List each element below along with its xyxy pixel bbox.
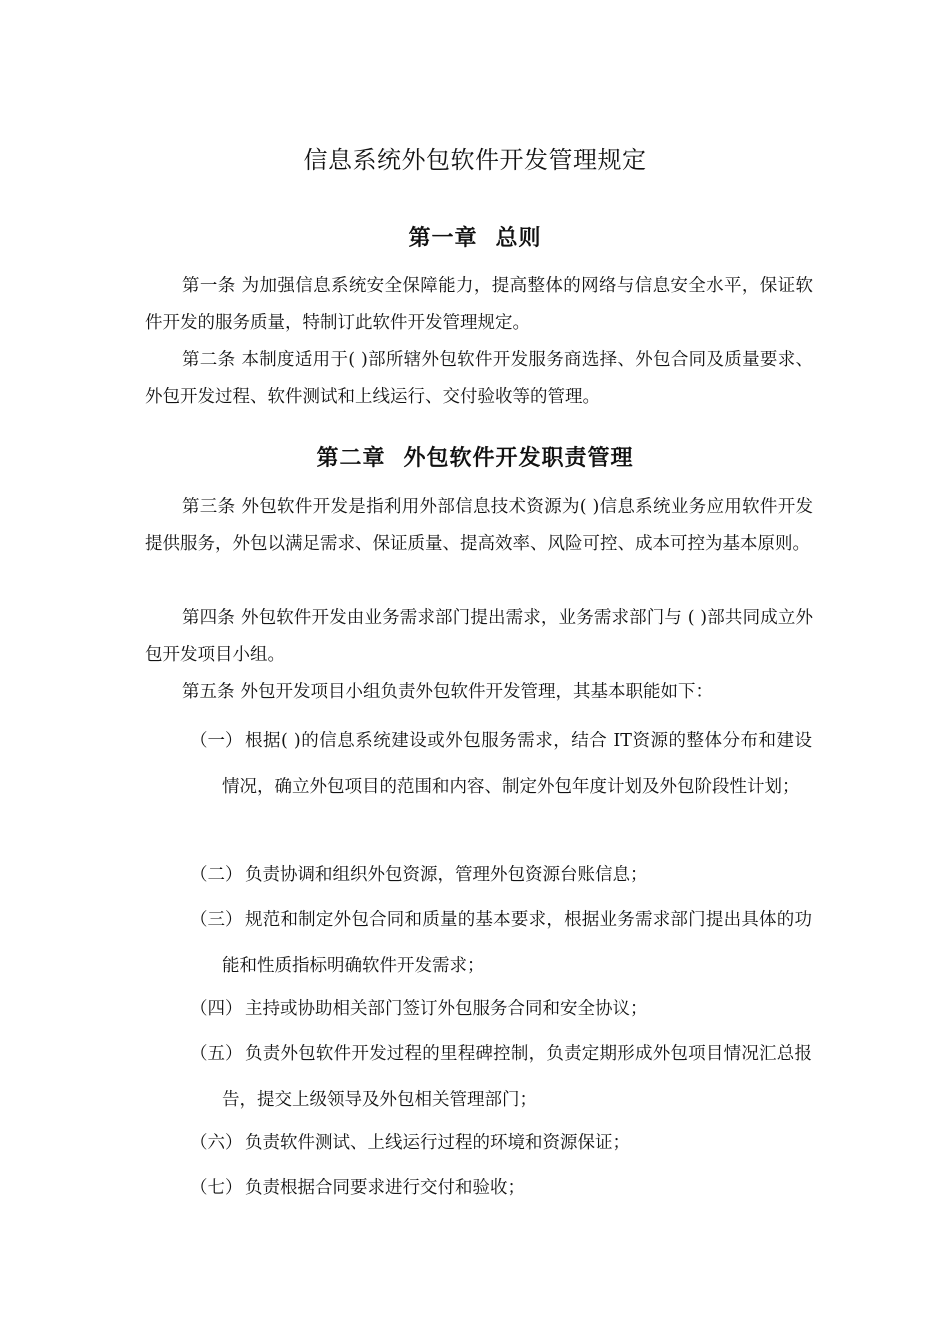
article-2-text: 本制度适用于( )部所辖外包软件开发服务商选择、外包合同及质量要求、外包开发过程、软件测试和上线运行、交付验收等的管理。 (145, 350, 814, 407)
duty-item-5 (190, 1031, 812, 1123)
duty-item-4-number: （四） (190, 999, 243, 1019)
duty-item-6-number: （六） (190, 1133, 243, 1153)
article-4 (145, 600, 813, 674)
duty-item-3-text: 规范和制定外包合同和质量的基本要求，根据业务需求部门提出具体的功能和性质指标明确软件开发需求； (222, 910, 812, 976)
duty-item-4-text: 主持或协助相关部门签订外包服务合同和安全协议； (245, 999, 648, 1019)
article-2 (145, 342, 813, 416)
duty-item-2 (190, 852, 812, 898)
article-4-number: 第四条 (182, 608, 235, 628)
chapter-1-heading (0, 222, 950, 256)
article-2-number: 第二条 (182, 350, 236, 370)
chapter-2-label: 第二章 (316, 446, 386, 471)
article-3 (145, 489, 813, 563)
chapter-2-name: 外包软件开发职责管理 (403, 446, 634, 471)
article-1-text: 为加强信息系统安全保障能力，提高整体的网络与信息安全水平，保证软件开发的服务质量，特制订此软件开发管理规定。 (145, 276, 814, 333)
article-3-number: 第三条 (182, 497, 236, 517)
duty-item-2-text: 负责协调和组织外包资源，管理外包资源台账信息； (245, 865, 648, 885)
duty-item-7 (190, 1165, 812, 1211)
article-5-text: 外包开发项目小组负责外包软件开发管理，其基本职能如下： (240, 682, 713, 702)
article-3-text: 外包软件开发是指利用外部信息技术资源为( )信息系统业务应用软件开发提供服务，外包以满足需求、保证质量、提高效率、风险可控、成本可控为基本原则。 (145, 497, 814, 554)
duty-item-7-number: （七） (190, 1178, 243, 1198)
article-5-number: 第五条 (182, 682, 235, 702)
chapter-2-heading (0, 442, 950, 476)
duty-item-2-number: （二） (190, 865, 243, 885)
duty-item-1-number: （一） (190, 731, 243, 751)
duty-item-4 (190, 986, 812, 1032)
duty-item-5-text: 负责外包软件开发过程的里程碑控制，负责定期形成外包项目情况汇总报告，提交上级领导及外包相关管理部门； (222, 1044, 812, 1110)
article-1 (145, 268, 813, 342)
article-1-number: 第一条 (182, 276, 236, 296)
duty-item-1-text: 根据( )的信息系统建设或外包服务需求，结合 IT资源的整体分布和建设情况，确立外包项目的范围和内容、制定外包年度计划及外包阶段性计划； (222, 731, 812, 797)
article-4-text: 外包软件开发由业务需求部门提出需求，业务需求部门与 ( )部共同成立外包开发项目小组。 (145, 608, 813, 665)
duty-item-5-number: （五） (190, 1044, 243, 1064)
document-title: 信息系统外包软件开发管理规定 (303, 146, 647, 174)
duty-item-6-text: 负责软件测试、上线运行过程的环境和资源保证； (245, 1133, 630, 1153)
duty-item-1 (190, 718, 812, 810)
article-5 (145, 674, 813, 711)
duty-item-3 (190, 897, 812, 989)
duty-item-7-text: 负责根据合同要求进行交付和验收； (245, 1178, 525, 1198)
chapter-1-name: 总则 (495, 226, 542, 251)
duty-item-3-number: （三） (190, 910, 243, 930)
chapter-1-label: 第一章 (408, 226, 478, 251)
duty-item-6 (190, 1120, 812, 1166)
